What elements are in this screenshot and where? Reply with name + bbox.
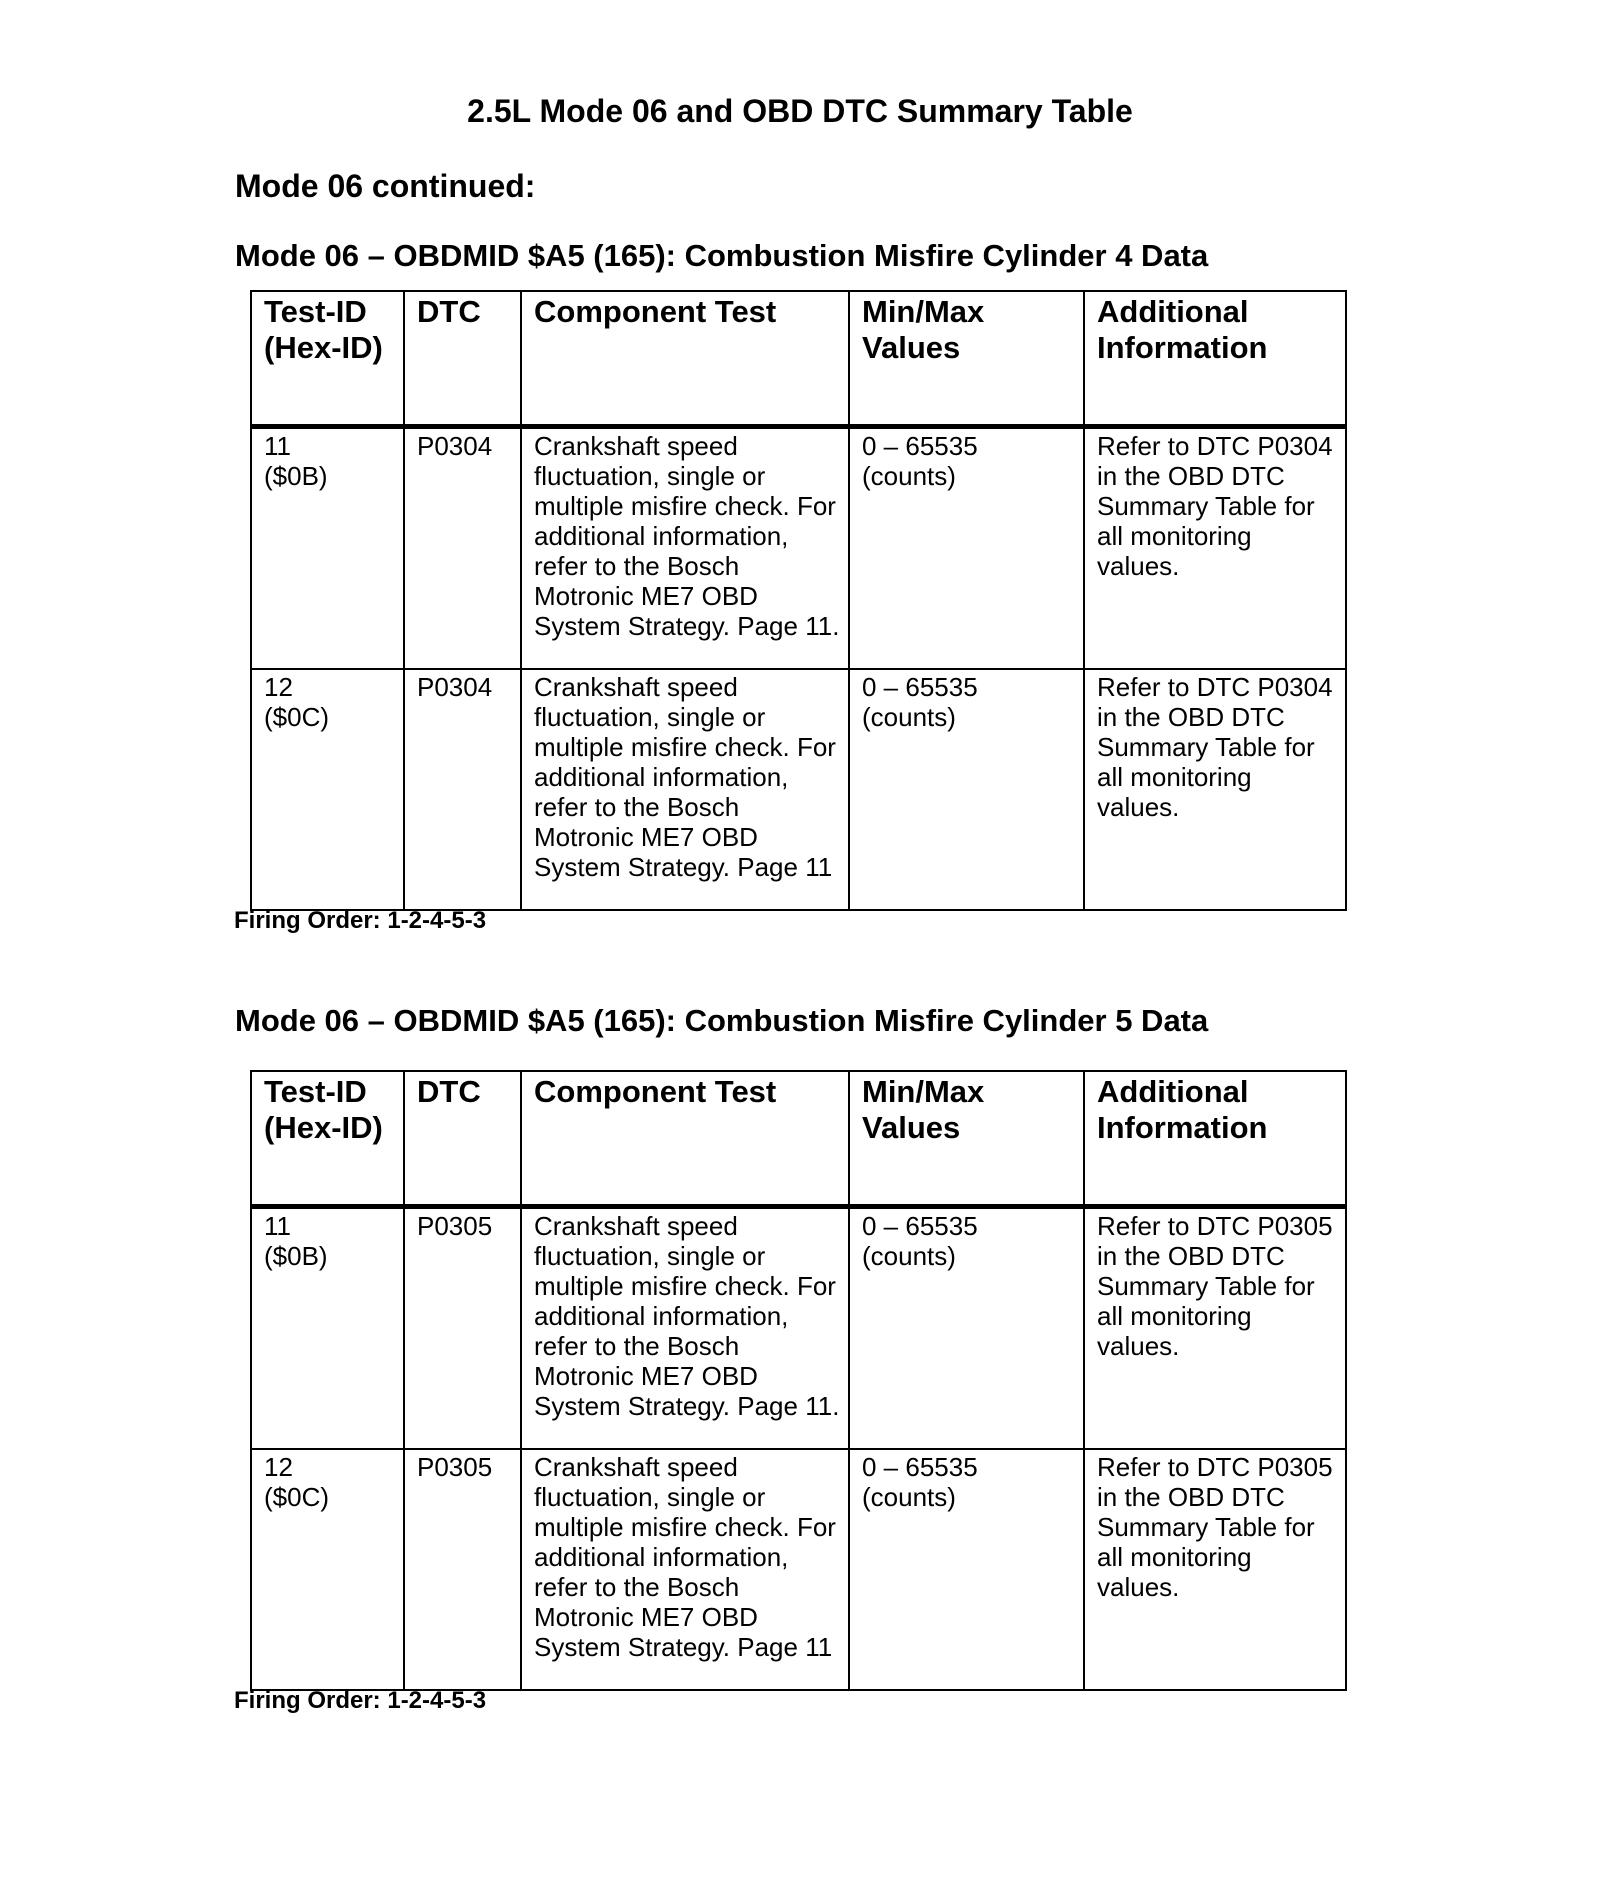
header-additional-info: Additional Information <box>1084 1071 1346 1207</box>
page-title: 2.5L Mode 06 and OBD DTC Summary Table <box>467 93 1133 129</box>
firing-order-note: Firing Order: 1-2-4-5-3 <box>234 1687 487 1714</box>
firing-order-note: Firing Order: 1-2-4-5-3 <box>234 907 487 934</box>
cell-additional-info: Refer to DTC P0304 in the OBD DTC Summary Table for all monitoring values. <box>1084 427 1346 670</box>
section-title-cylinder-5: Mode 06 – OBDMID $A5 (165): Combustion Misfire Cylinder 5 Data <box>235 1003 1209 1038</box>
misfire-table-cylinder-5 <box>250 1070 1347 1691</box>
cell-min-max: 0 – 65535 (counts) <box>849 1207 1084 1450</box>
header-component-test: Component Test <box>521 291 849 427</box>
cell-dtc: P0305 <box>404 1449 521 1690</box>
header-min-max: Min/Max Values <box>849 1071 1084 1207</box>
table-row <box>251 669 1346 910</box>
header-test-id: Test-ID (Hex-ID) <box>251 291 404 427</box>
header-dtc: DTC <box>404 291 521 427</box>
table-row <box>251 427 1346 670</box>
table-header-row <box>251 291 1346 427</box>
misfire-table-cylinder-4 <box>250 290 1347 911</box>
cell-test-id: 11 ($0B) <box>251 1207 404 1450</box>
cell-dtc: P0305 <box>404 1207 521 1450</box>
section-title-cylinder-4: Mode 06 – OBDMID $A5 (165): Combustion Misfire Cylinder 4 Data <box>235 238 1209 273</box>
cell-min-max: 0 – 65535 (counts) <box>849 669 1084 910</box>
cell-additional-info: Refer to DTC P0304 in the OBD DTC Summary Table for all monitoring values. <box>1084 669 1346 910</box>
cell-component-test: Crankshaft speed fluctuation, single or multiple misfire check. For additional information, refer to the Bosch Motronic ME7 OBD System Strategy. Page 11 <box>521 669 849 910</box>
header-min-max: Min/Max Values <box>849 291 1084 427</box>
page-subtitle: Mode 06 continued: <box>235 168 536 204</box>
header-dtc: DTC <box>404 1071 521 1207</box>
cell-dtc: P0304 <box>404 427 521 670</box>
cell-component-test: Crankshaft speed fluctuation, single or multiple misfire check. For additional information, refer to the Bosch Motronic ME7 OBD System Strategy. Page 11. <box>521 427 849 670</box>
cell-dtc: P0304 <box>404 669 521 910</box>
cell-min-max: 0 – 65535 (counts) <box>849 1449 1084 1690</box>
cell-additional-info: Refer to DTC P0305 in the OBD DTC Summary Table for all monitoring values. <box>1084 1449 1346 1690</box>
cell-test-id: 12 ($0C) <box>251 1449 404 1690</box>
header-component-test: Component Test <box>521 1071 849 1207</box>
cell-component-test: Crankshaft speed fluctuation, single or multiple misfire check. For additional information, refer to the Bosch Motronic ME7 OBD System Strategy. Page 11 <box>521 1449 849 1690</box>
cell-test-id: 11 ($0B) <box>251 427 404 670</box>
table-header-row <box>251 1071 1346 1207</box>
cell-component-test: Crankshaft speed fluctuation, single or multiple misfire check. For additional information, refer to the Bosch Motronic ME7 OBD System Strategy. Page 11. <box>521 1207 849 1450</box>
header-test-id: Test-ID (Hex-ID) <box>251 1071 404 1207</box>
table-row <box>251 1449 1346 1690</box>
cell-additional-info: Refer to DTC P0305 in the OBD DTC Summary Table for all monitoring values. <box>1084 1207 1346 1450</box>
header-additional-info: Additional Information <box>1084 291 1346 427</box>
table-row <box>251 1207 1346 1450</box>
cell-min-max: 0 – 65535 (counts) <box>849 427 1084 670</box>
cell-test-id: 12 ($0C) <box>251 669 404 910</box>
